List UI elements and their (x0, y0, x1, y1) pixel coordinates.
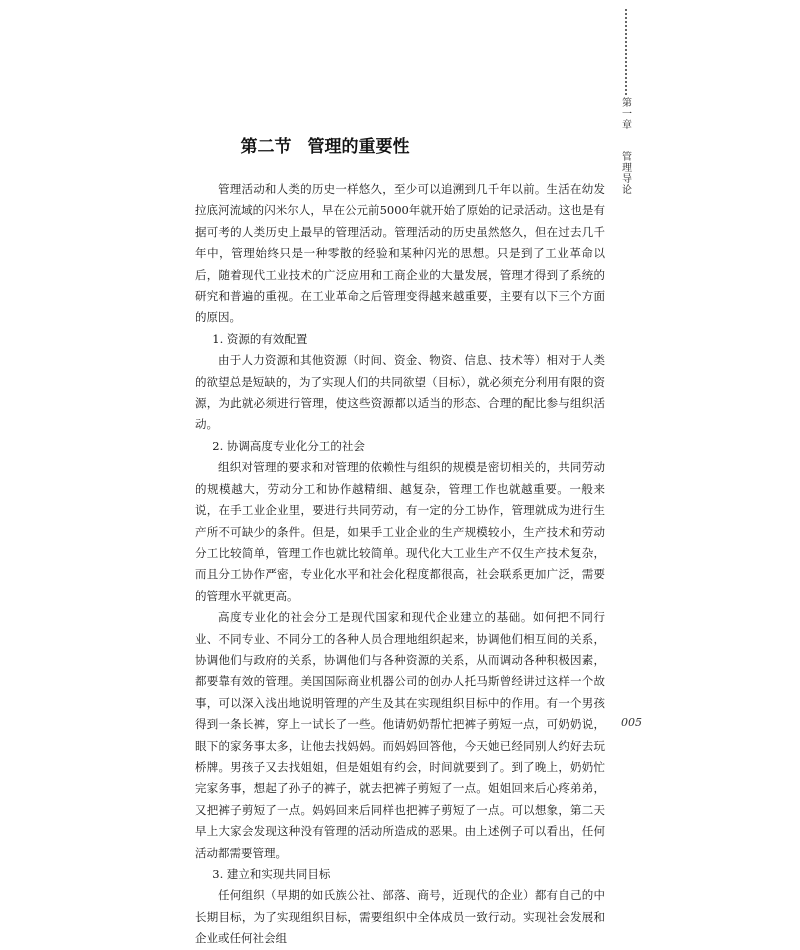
paragraph: 管理活动和人类的历史一样悠久，至少可以追溯到几千年以前。生活在幼发拉底河流域的闪米尔人，早在公元前5000年就开始了原始的记录活动。这也是有据可考的人类历史上最早的管理活动。管理活动的历史虽然悠久，但在过去几千年中，管理始终只是一种零散的经验和某种闪光的思想。只是到了工业革命以后，随着现代工业技术的广泛应用和工商企业的大量发展，管理才得到了系统的研究和普遍的重视。在工业革命之后管理变得越来越重要，主要有以下三个方面的原因。 (195, 182, 605, 325)
section-title (180, 132, 470, 157)
body-text (195, 179, 605, 950)
section-number: 第二节 (240, 137, 292, 157)
running-title: 管理导论 (622, 152, 632, 196)
paragraph: 任何组织（早期的如氏族公社、部落、商号，近现代的企业）都有自己的中长期目标，为了实现组织目标，需要组织中全体成员一致行动。实现社会发展和企业或任何社会组 (195, 888, 605, 946)
page-number: 005 (621, 716, 642, 729)
subsection-heading: 2. 协调高度专业化分工的社会 (212, 438, 365, 453)
chapter-label: 第一章 (622, 98, 632, 131)
section-heading: 管理的重要性 (307, 137, 410, 157)
paragraph: 组织对管理的要求和对管理的依赖性与组织的规模是密切相关的，共同劳动的规模越大，劳动分工和协作越精细、越复杂，管理工作也就越重要。一般来说，在手工业企业里，要进行共同劳动，有一定的分工协作，管理就成为进行生产所不可缺少的条件。但是，如果手工业企业的生产规模较小，生产技术和劳动分工比较简单，管理工作也就比较简单。现代化大工业生产不仅生产技术复杂，而且分工协作严密，专业化水平和社会化程度都很高，社会联系更加广泛，需要的管理水平就更高。 (195, 460, 605, 603)
subsection-heading: 3. 建立和实现共同目标 (212, 867, 331, 881)
paragraph: 高度专业化的社会分工是现代国家和现代企业建立的基础。如何把不同行业、不同专业、不同分工的各种人员合理地组织起来，协调他们相互间的关系，协调他们与政府的关系，协调他们与各种资源的关系，从而调动各种积极因素，都要靠有效的管理。美国国际商业机器公司的创办人托马斯曾经讲过这样一个故事，可以深入浅出地说明管理的产生及其在实现组织目标中的作用。有一个男孩得到一条长裤，穿上一试长了一些。他请奶奶帮忙把裤子剪短一点，可奶奶说，眼下的家务事太多，让他去找妈妈。而妈妈回答他，今天她已经同别人约好去玩桥牌。男孩子又去找姐姐，但是姐姐有约会，时间就要到了。到了晚上，奶奶忙完家务事，想起了孙子的裤子，就去把裤子剪短了一点。姐姐回来后心疼弟弟，又把裤子剪短了一点。妈妈回来后同样也把裤子剪短了一点。可以想象，第二天早上大家会发现这种没有管理的活动所造成的恶果。由上述例子可以看出，任何活动都需要管理。 (195, 610, 605, 860)
subsection-heading: 1. 资源的有效配置 (212, 331, 308, 346)
margin-dotted-line (625, 8, 627, 96)
paragraph: 由于人力资源和其他资源（时间、资金、物资、信息、技术等）相对于人类的欲望总是短缺的，为了实现人们的共同欲望（目标），就必须充分利用有限的资源，为此就必须进行管理，使这些资源都以适当的形态、合理的配比参与组织活动。 (195, 353, 605, 432)
